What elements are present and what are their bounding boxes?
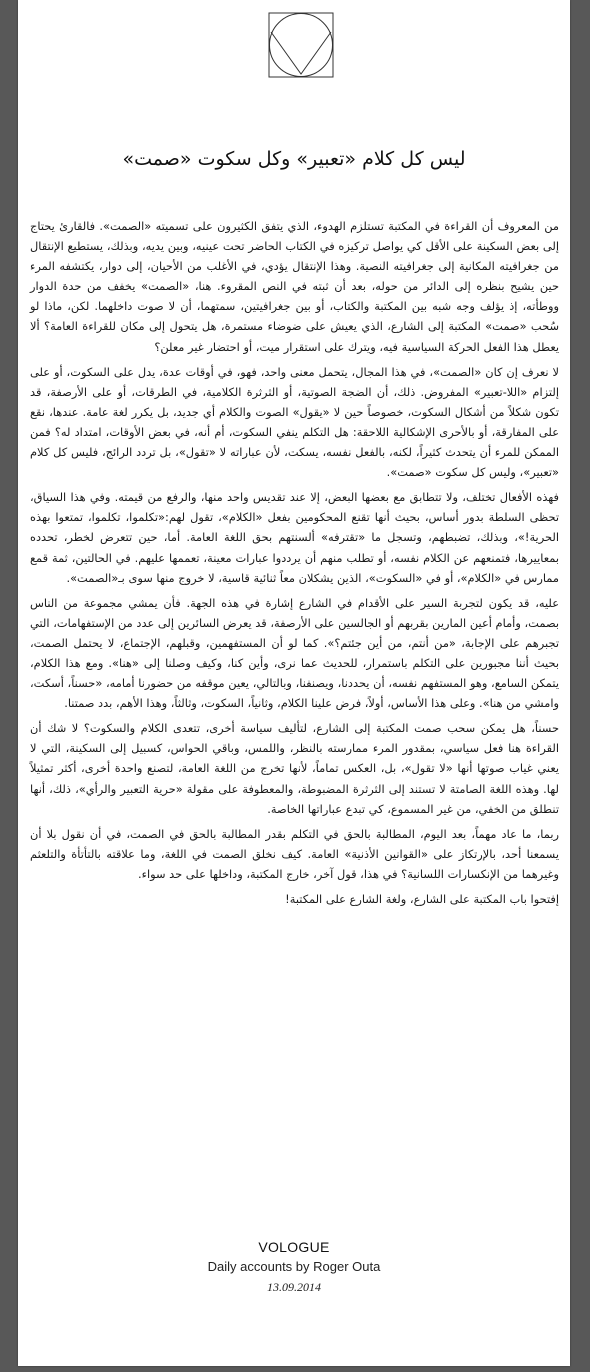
- article-paragraph: فهذه الأفعال تختلف، ولا تتطابق مع بعضها البعض، إلا عند تقديس واحد منها، والرفع من قيمته. وفي هذا السياق، تحظى السلطة بدور أساس، بحيث أنها تقنع المحكومين بفعل «الكلام»، تقول لهم:«تكلموا، تكلموا، تمتعوا بهذه الحرية!»، وبذلك، تضبطهم، وتسجل ما «تقترفه» ألسنتهم بحق اللغة العامة. أما، حين تتعرض لخطر، تحدده بمعاييرها، فتمنعهم عن الكلام نفسه، أو تطلب منهم أن يرددوا عبارات معينة، تعممها عليهم. في الحالتين، ثمة قمع ممارس في «الكلام»، أو في «السكوت»، الذين يشكلان معاً ثنائية قاسية، لا خروج منها سوى بـ«الصمت».: [30, 490, 559, 585]
- document-page: [18, 0, 570, 1366]
- publish-date: 13.09.2014: [267, 1280, 321, 1294]
- vologue-logo-icon: [268, 12, 334, 78]
- article-paragraph: عليه، قد يكون لتجربة السير على الأقدام في الشارع إشارة في هذه الجهة. فأن يمشي مجموعة من الناس بصمت، وأمام أعين المارين بقربهم أو الجالسين على الأرصفة، قد يعرض السائرين إلى عدد من الإستفهامات، التي تجبرهم على الإجابة، «من أنتم، من أين جئتم؟». كما لو أن المستفهمين، وقبلهم، الإجتماع، لا يحتمل الصمت، بحيث أننا مجبورين على التكلم باستمرار، للحديث عما نرى، وأين كنا، وكيف وصلنا إلى «هنا». ومع هذا الكلام، يتمكن السامع، وهو المستفهم نفسه، أن يحددنا، ويصنفنا، وبالتالي، يعين موقفه من حضورنا أمامه، «حسناً، أسكت، وامشي من هنا». وعلى هذا الأساس، أولاً، فرض علينا الكلام، وثانياً، السكوت، وثالثاً، وهذا الأهم، بدد صمتنا.: [30, 595, 559, 711]
- article-paragraph: ربما، ما عاد مهماً، بعد اليوم، المطالبة بالحق في التكلم بقدر المطالبة بالحق في الصمت، في أن نقول بلا أن يسمعنا أحد، بالإرتكاز على «القوانين الأذنية» العامة. كيف نخلق الصمت في اللغة، وما علاقته بالتأتأة والتلعثم وغيرهما من الإنكسارات اللسانية؟ في هذا، قول آخر، خارج المكتبة، وداخلها على حد سواء.: [30, 826, 559, 881]
- article-body: [30, 216, 559, 914]
- article-paragraph: من المعروف أن القراءة في المكتبة تستلزم الهدوء، الذي يتفق الكثيرون على تسميته «الصمت». فالقارئ يحتاج إلى بعض السكينة على الأقل كي يواصل تركيزه في الكتاب الحاضر تحت عينيه، وبين يديه، وبذلك، يستطيع الإنتقال من جغرافيته المكانية إلى جغرافيته النصية. وهذا الإنتقال يؤدي، في الأغلب من الأحيان، إلى دوار، يكتشفه المرء حين يشيح بنظره إلى الدائر من حوله، بعد أن ثبته في النص المقروء. هنا، «الصمت» يخفف من حدة الدوار ووطأته، إذ يؤلف وجه شبه بين المكتبة والكتاب، أو بين جغرافيتين، سمتهما، أن لا صوت داخلهما. لكن، ماذا لو سُحب «صمت» المكتبة إلى الشارع، الذي يعيش على ضوضاء مستمرة، هل يتحول إلى مكان للقراءة العامة؟ ألا يعطل هذا الفعل الحركة السياسية فيه، ويترك على استقرار ميت، أو احتضار غير معلن؟: [30, 219, 559, 354]
- article-paragraph: إفتحوا باب المكتبة على الشارع، ولغة الشارع على المكتبة!: [285, 892, 559, 906]
- article-paragraph: لا نعرف إن كان «الصمت»، في هذا المجال، يتحمل معنى واحد، فهو، في أوقات عدة، يدل على السكوت، أو على إلتزام «اللا-تعبير» المفروض. ذلك، أن الضجة الصوتية، أو الثرثرة الكلامية، في الطرقات، أو على الأرصفة، قد تكون شكلاً من أشكال السكوت، خصوصاً حين لا «يقول» الصوت والكلام أي جديد، بل يكرر لغة عامة. عندها، نقع على المفارقة، أو بالأحرى الإشكالية اللاحقة: هل التكلم ينفي السكوت، أم أنه، في بعض الأوقات، امتداد له؟ فمن الممكن للمرء أن يتحدث كثيراً، لكنه، بالفعل نفسه، يسكت، لأن عباراته لا «تقول»، بل تردد الرائج، فليس كل كلام «تعبير»، وليس كل سكوت «صمت».: [30, 364, 559, 480]
- footer: [18, 1238, 570, 1295]
- article-paragraph: حسناً، هل يمكن سحب صمت المكتبة إلى الشارع، لتأليف سياسة أخرى، تتعدى الكلام والسكوت؟ لا شك أن القراءة هنا فعل سياسي، بمقدور المرء ممارسته بالنظر، واللمس، وباقي الحواس، كسبيل إلى السكينة، التي لا يعني غياب صوتها أنها «لا تقول»، بل، العكس تماماً، لأنها تخرج من اللغة العامة، لتصنع واحدة أخرى، أكثر تمثيلاً لها. وهذه اللغة الصامتة لا تستند إلى الثرثرة المضبوطة، والمعطوفة على مقولة «حرية التعبير والرأي»، ذلك، أنها تنطلق من الخفي، من غير المسموع، كي تبدع عباراتها الخاصة.: [30, 721, 559, 816]
- article-title: ليس كل كلام «تعبير» وكل سكوت «صمت»: [122, 148, 466, 170]
- byline: Daily accounts by Roger Outa: [207, 1259, 381, 1274]
- brand-name: VOLOGUE: [258, 1239, 330, 1255]
